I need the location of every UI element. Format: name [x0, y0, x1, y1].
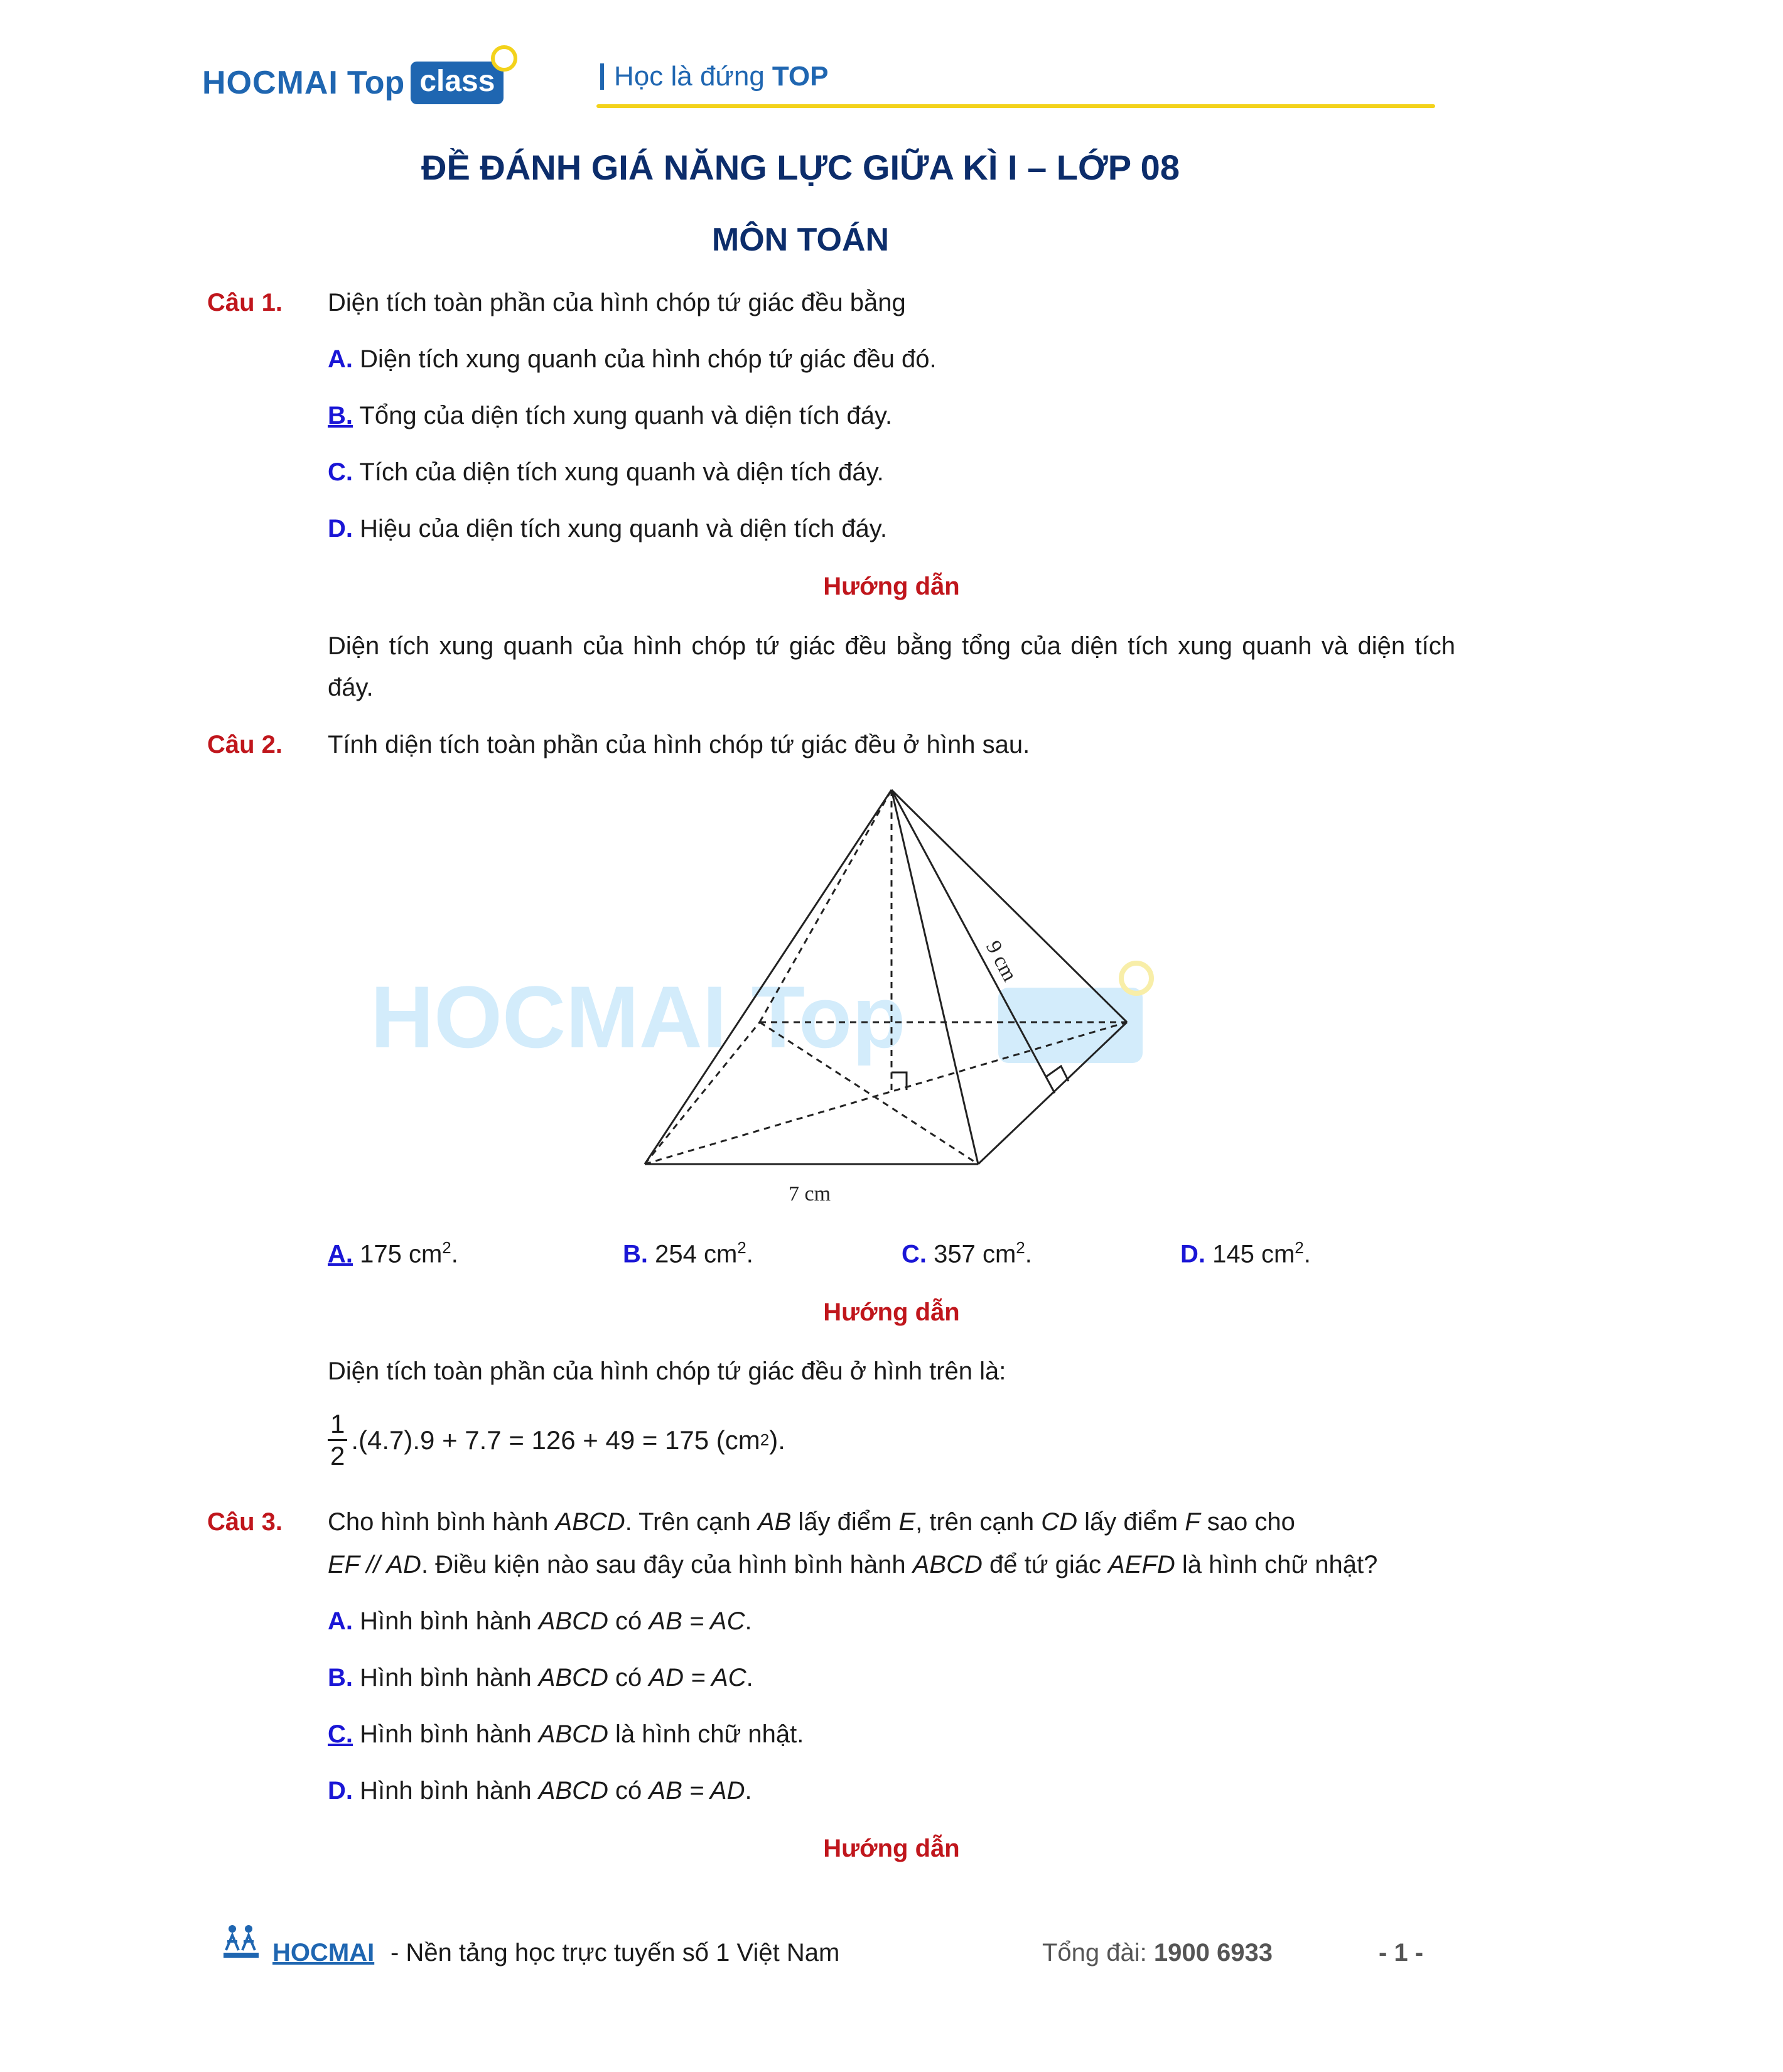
math: AD = AC [649, 1664, 746, 1692]
option-value: 175 cm [360, 1240, 443, 1268]
hocmai-footer-logo [220, 1923, 264, 1963]
option-label: C. [328, 458, 353, 486]
option-text: là hình chữ nhật. [608, 1720, 804, 1748]
header-divider [596, 104, 1435, 108]
option-text: . [745, 1777, 752, 1805]
logo-class [411, 62, 504, 104]
pyramid-diagram [370, 784, 1149, 1211]
q2-solution-intro: Diện tích toàn phần của hình chóp tứ giác đều ở hình trên là: [328, 1357, 1006, 1385]
q1-guide-heading: Hướng dẫn [823, 573, 960, 600]
q3-number: Câu 3. [207, 1508, 283, 1536]
option-label: B. [623, 1240, 648, 1268]
option-label: C. [328, 1720, 353, 1748]
fraction-numerator: 1 [328, 1409, 347, 1441]
math: E [898, 1508, 916, 1536]
option-text: Hình bình hành [360, 1720, 539, 1748]
math: ABCD [912, 1551, 983, 1578]
logo-hocmai: HOCMAI [202, 65, 338, 101]
option-exp: 2 [1016, 1238, 1025, 1257]
subject-title: MÔN TOÁN [711, 222, 890, 258]
option-value: 357 cm [934, 1240, 1016, 1268]
q3-option-c [328, 1718, 804, 1751]
option-text: Hình bình hành [360, 1777, 539, 1805]
q2-number: Câu 2. [207, 731, 283, 758]
slogan-divider [600, 63, 604, 90]
text: . Điều kiện nào sau đây của hình bình hành [421, 1551, 913, 1578]
right-angle-mark [892, 1072, 907, 1090]
page-title: ĐỀ ĐÁNH GIÁ NĂNG LỰC GIỮA KÌ I – LỚP 08 [421, 148, 1180, 187]
option-label: D. [1180, 1240, 1205, 1268]
hotline-number: 1900 6933 [1153, 1938, 1273, 1967]
right-angle-mark [1046, 1066, 1069, 1081]
option-label: A. [328, 345, 353, 373]
option-value: 254 cm [655, 1240, 738, 1268]
fraction-half [328, 1409, 347, 1471]
formula-exp: 2 [760, 1430, 770, 1449]
text: , trên cạnh [915, 1508, 1042, 1536]
lateral-edge [892, 790, 1127, 1022]
text: lấy điểm [1077, 1508, 1185, 1536]
slogan-top: TOP [772, 61, 829, 92]
q1-option-a [328, 343, 937, 375]
slogan [600, 58, 828, 95]
option-label: D. [328, 515, 353, 542]
option-text: có [608, 1607, 649, 1635]
q2-option-a: A. 175 $cm^2$. [328, 1238, 458, 1268]
page-number: - 1 - [1379, 1938, 1424, 1967]
math: ABCD [538, 1607, 608, 1635]
q2-text: Tính diện tích toàn phần của hình chóp tứ giác đều ở hình sau. [328, 731, 1030, 758]
option-label: D. [328, 1777, 353, 1805]
math: AB [757, 1508, 792, 1536]
q2-formula [328, 1409, 785, 1471]
option-text: Hình bình hành [360, 1607, 539, 1635]
text: . Trên cạnh [625, 1508, 758, 1536]
q2-option-d: D. 145 $cm^2$. [1180, 1238, 1311, 1268]
option-label: B. [328, 402, 353, 429]
footer-hotline [1042, 1934, 1273, 1972]
option-label: C. [902, 1240, 927, 1268]
math: AB = AD [649, 1777, 745, 1805]
option-exp: 2 [442, 1238, 451, 1257]
slant-height-label: 9 cm [981, 937, 1022, 985]
q1-option-d [328, 512, 887, 545]
text: sao cho [1200, 1508, 1295, 1536]
option-text: Diện tích xung quanh của hình chóp tứ giác đều đó. [360, 345, 937, 373]
option-exp: 2 [1295, 1238, 1304, 1257]
footer-tagline: - Nền tảng học trực tuyến số 1 Việt Nam [391, 1938, 840, 1967]
option-text: Tích của diện tích xung quanh và diện tích đáy. [359, 458, 884, 486]
q1-option-c [328, 456, 884, 488]
option-value: 145 cm [1212, 1240, 1295, 1268]
math: ABCD [555, 1508, 625, 1536]
q3-guide-heading: Hướng dẫn [823, 1835, 960, 1862]
pyramid-figure [370, 784, 1149, 1214]
q3-text-line2 [328, 1548, 1377, 1581]
math: AB = AC [649, 1607, 745, 1635]
hocmai-topclass-logo [202, 58, 504, 108]
base-edge-label: 7 cm [789, 1182, 831, 1206]
slogan-prefix: Học là đứng [614, 61, 765, 92]
q2-guide-heading: Hướng dẫn [823, 1298, 960, 1326]
q3-option-d [328, 1774, 752, 1807]
text: Cho hình bình hành [328, 1508, 556, 1536]
fraction-denominator: 2 [330, 1441, 345, 1470]
option-text: Hình bình hành [360, 1664, 539, 1692]
option-text: . [746, 1664, 753, 1692]
logo-top: Top [347, 65, 405, 101]
math: ABCD [538, 1664, 608, 1692]
math: ABCD [538, 1720, 608, 1748]
q3-option-b [328, 1661, 753, 1694]
slant-height [892, 790, 1055, 1093]
hocmai-people-icon [220, 1923, 264, 1960]
text: là hình chữ nhật? [1175, 1551, 1378, 1578]
option-text: Tổng của diện tích xung quanh và diện tích đáy. [359, 402, 893, 429]
q1-solution: Diện tích xung quanh của hình chóp tứ giác đều bằng tổng của diện tích xung quanh và diện tích đáy. [328, 632, 1455, 701]
math: F [1185, 1508, 1200, 1536]
math: AEFD [1108, 1551, 1175, 1578]
option-text: . [745, 1607, 752, 1635]
q1-number: Câu 1. [207, 289, 283, 316]
q1-option-b [328, 399, 892, 432]
math: CD [1041, 1508, 1078, 1536]
option-exp: 2 [737, 1238, 746, 1257]
option-text: có [608, 1777, 649, 1805]
text: để tứ giác [982, 1551, 1109, 1578]
math: EF // AD [328, 1551, 421, 1578]
q3-option-a [328, 1605, 752, 1638]
q1-text: Diện tích toàn phần của hình chóp tứ giác đều bằng [328, 289, 906, 316]
hotline-label: Tổng đài: [1042, 1938, 1147, 1967]
footer-brand-link[interactable]: HOCMAI [272, 1938, 375, 1967]
q2-option-b: B. 254 $cm^2$. [623, 1238, 753, 1268]
watermark-class-box [998, 988, 1143, 1063]
formula-end: ). [769, 1425, 785, 1455]
q3-text-line1 [328, 1506, 1455, 1538]
q2-option-c: C. 357 $cm^2$. [902, 1238, 1032, 1268]
option-label: B. [328, 1664, 353, 1692]
option-text: có [608, 1664, 649, 1692]
gear-icon [491, 45, 517, 72]
option-label: A. [328, 1240, 353, 1268]
formula-expression: .(4.7).9 + 7.7 = 126 + 49 = 175 (cm [351, 1425, 760, 1455]
option-text: Hiệu của diện tích xung quanh và diện tích đáy. [360, 515, 887, 542]
math: ABCD [538, 1777, 608, 1805]
logo-class-text: class [419, 65, 495, 98]
watermark-hocmai: HOCMAI Top [370, 968, 906, 1066]
text: lấy điểm [791, 1508, 899, 1536]
option-label: A. [328, 1607, 353, 1635]
